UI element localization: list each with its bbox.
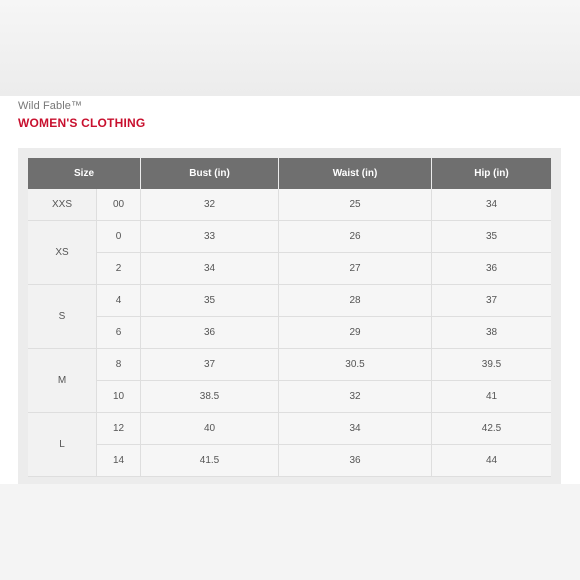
hip-value: 41 [432, 381, 551, 413]
header-waist: Waist (in) [279, 158, 432, 189]
waist-value: 25 [279, 189, 432, 221]
hip-value: 39.5 [432, 349, 551, 381]
table-row [28, 189, 551, 221]
waist-value: 29 [279, 317, 432, 349]
brand-name: Wild Fable™ [18, 100, 83, 112]
numeric-size: 0 [97, 221, 141, 253]
bust-value: 34 [141, 253, 279, 285]
hip-value: 35 [432, 221, 551, 253]
hip-value: 44 [432, 445, 551, 477]
header-size: Size [28, 158, 141, 189]
header-hip: Hip (in) [432, 158, 551, 189]
hip-value: 42.5 [432, 413, 551, 445]
waist-value: 30.5 [279, 349, 432, 381]
size-chart-container [18, 148, 561, 484]
header-bust: Bust (in) [141, 158, 279, 189]
table-row [28, 285, 551, 317]
bust-value: 35 [141, 285, 279, 317]
numeric-size: 10 [97, 381, 141, 413]
hip-value: 34 [432, 189, 551, 221]
numeric-size: 4 [97, 285, 141, 317]
numeric-size: 6 [97, 317, 141, 349]
bust-value: 37 [141, 349, 279, 381]
table-row [28, 445, 551, 477]
hip-value: 36 [432, 253, 551, 285]
waist-value: 28 [279, 285, 432, 317]
header-row [28, 158, 551, 189]
size-chart-table [28, 158, 551, 477]
waist-value: 27 [279, 253, 432, 285]
size-label: XXS [28, 189, 97, 221]
numeric-size: 8 [97, 349, 141, 381]
bust-value: 40 [141, 413, 279, 445]
size-label: M [28, 349, 97, 413]
size-label: XS [28, 221, 97, 285]
bust-value: 36 [141, 317, 279, 349]
numeric-size: 2 [97, 253, 141, 285]
bust-value: 41.5 [141, 445, 279, 477]
waist-value: 32 [279, 381, 432, 413]
top-backdrop [0, 0, 580, 96]
waist-value: 26 [279, 221, 432, 253]
table-row [28, 381, 551, 413]
bust-value: 33 [141, 221, 279, 253]
hip-value: 37 [432, 285, 551, 317]
hip-value: 38 [432, 317, 551, 349]
numeric-size: 14 [97, 445, 141, 477]
bottom-backdrop [0, 484, 580, 580]
waist-value: 34 [279, 413, 432, 445]
table-row [28, 221, 551, 253]
table-row [28, 413, 551, 445]
page-title: WOMEN'S CLOTHING [18, 116, 146, 130]
table-row [28, 317, 551, 349]
bust-value: 38.5 [141, 381, 279, 413]
table-row [28, 349, 551, 381]
bust-value: 32 [141, 189, 279, 221]
size-label: S [28, 285, 97, 349]
size-label: L [28, 413, 97, 477]
numeric-size: 12 [97, 413, 141, 445]
table-row [28, 253, 551, 285]
numeric-size: 00 [97, 189, 141, 221]
waist-value: 36 [279, 445, 432, 477]
